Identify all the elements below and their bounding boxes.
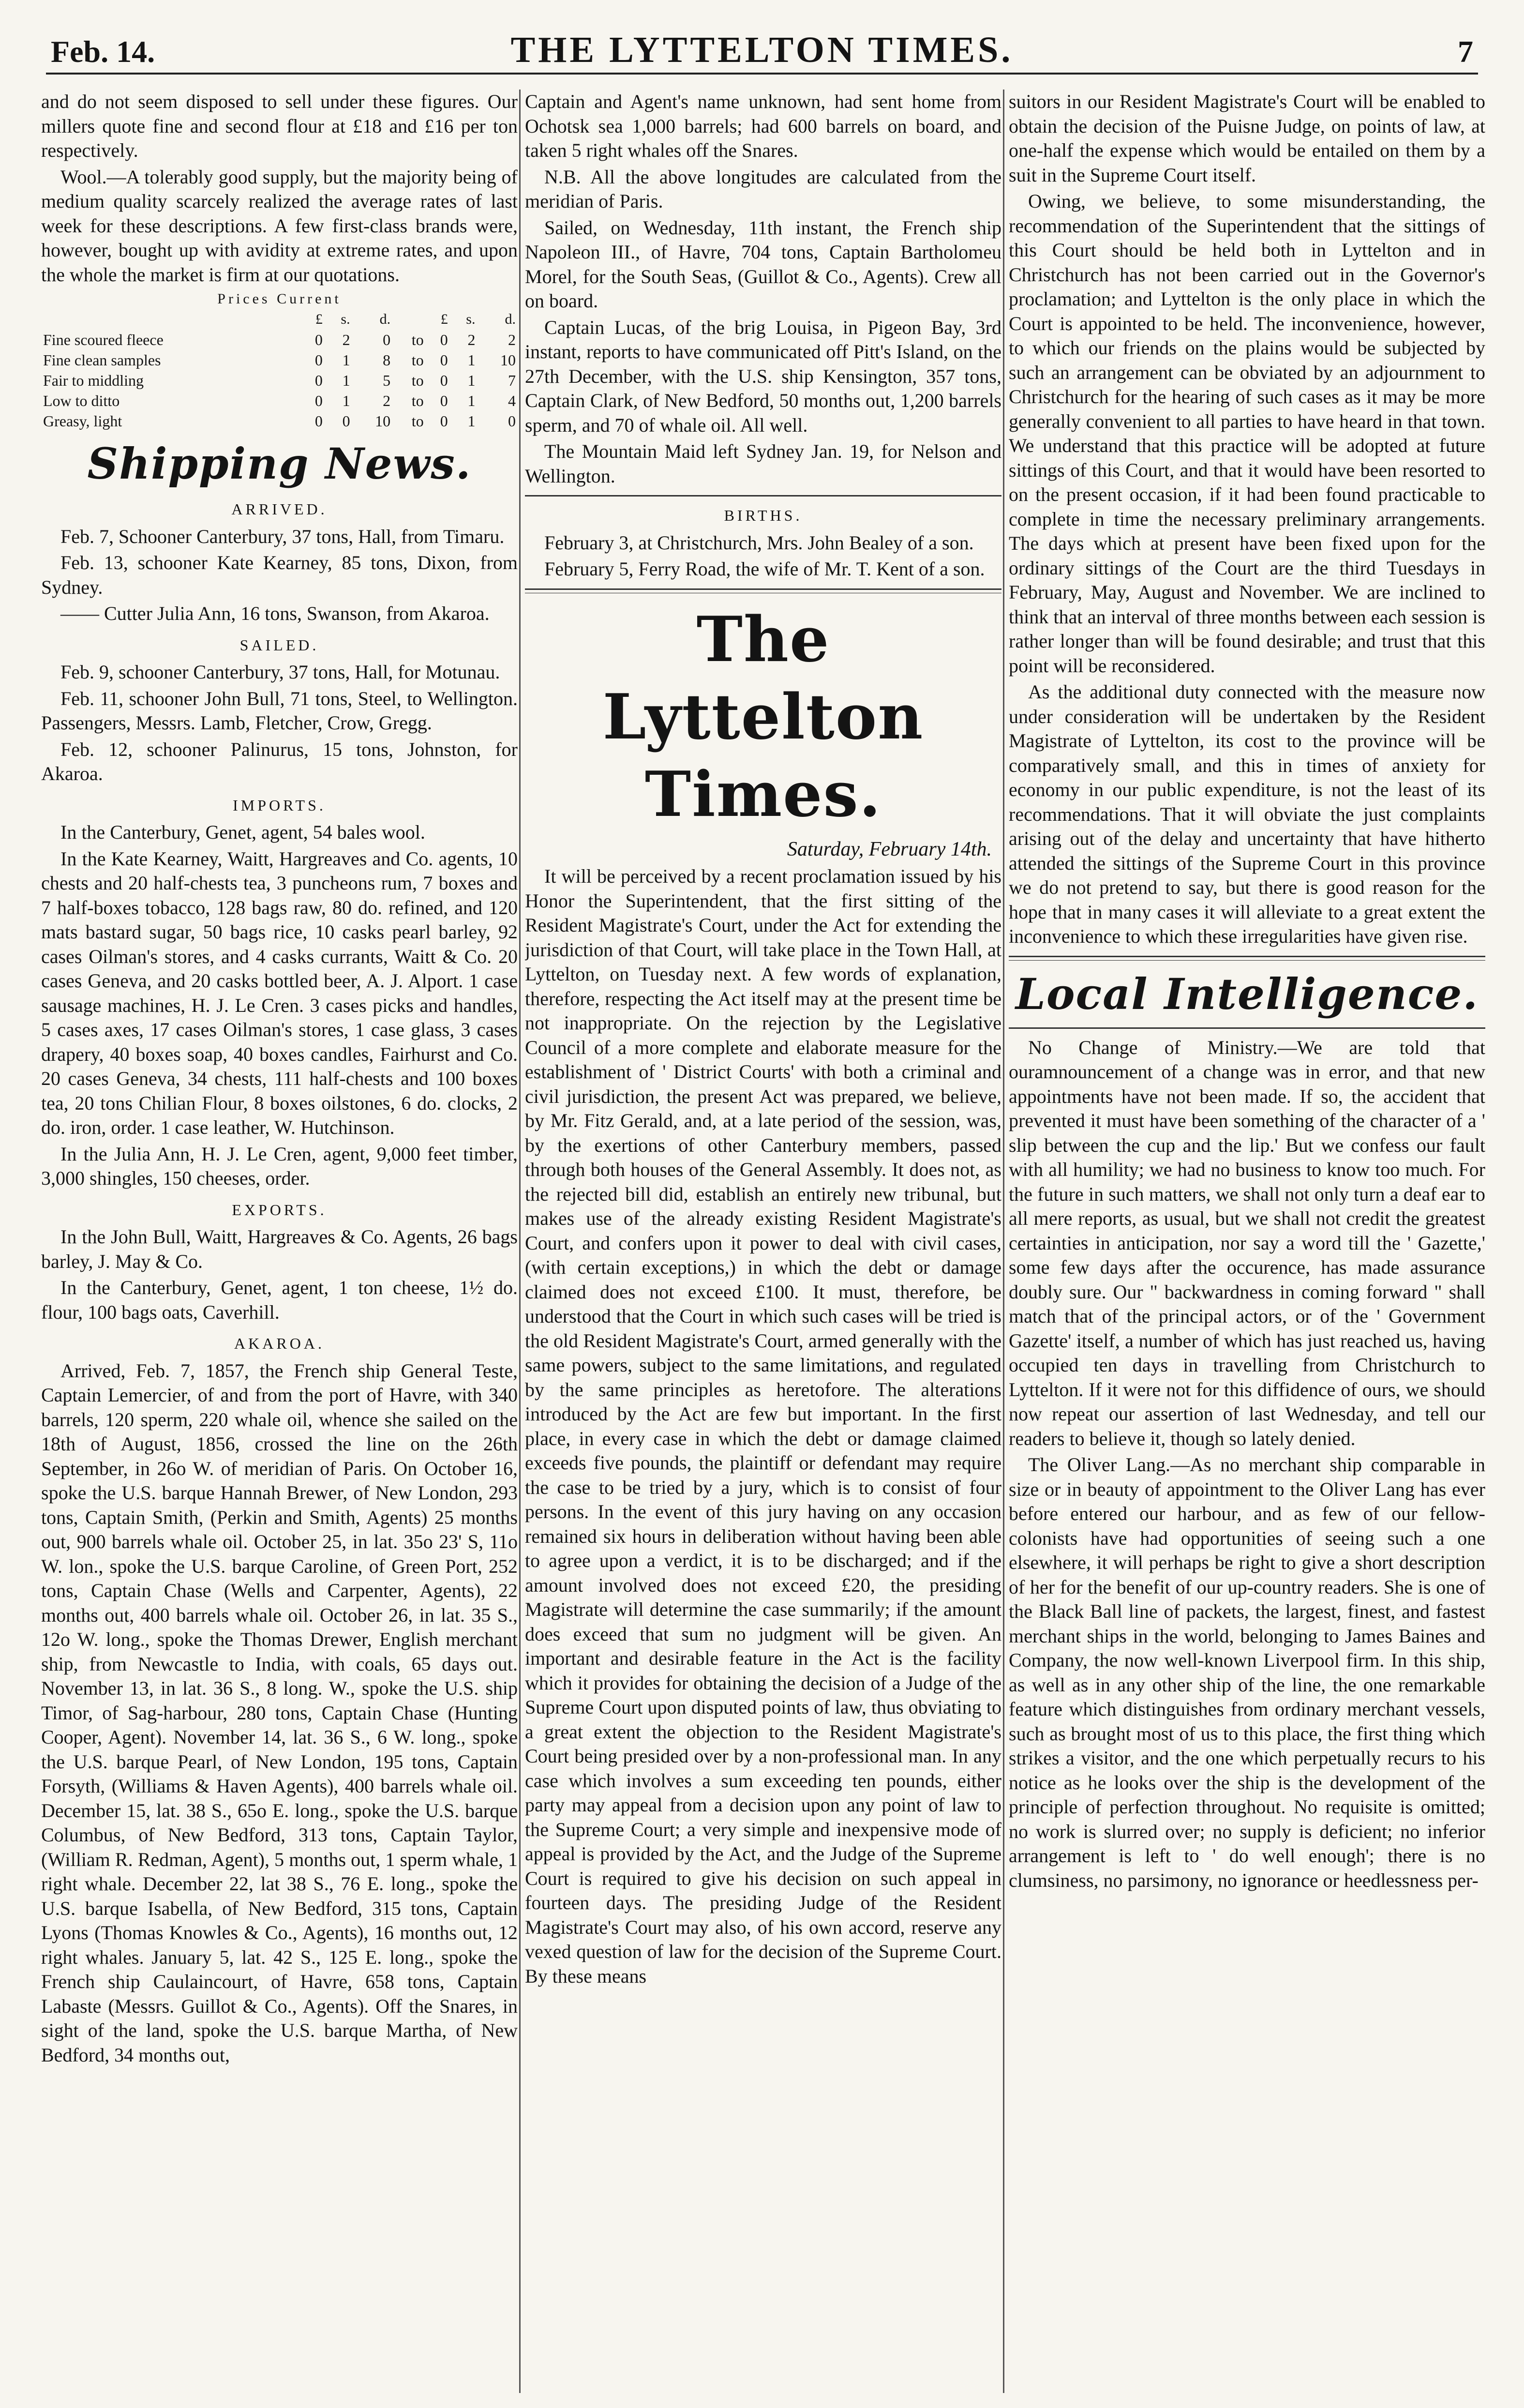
cell: 1 (467, 351, 476, 369)
paragraph: As the additional duty connected with the measure now under consideration will be undertaken by the Resident Magistrate of Lyttelton, its cost to the province will be comparatively small, and this in times of anxiety for economy in our public expenditure, is not the least of its recommendations. That it will obviate the just complaints arising out of the delay and uncertainty that have hitherto attended the sittings of the Supreme Court in this province we do not pretend to say, but there is good reason for the hope that in many cases it will alleviate to a great extent the inconvenience to which these irregularities have given rise. (1009, 681, 1485, 947)
cell: 0 (314, 412, 323, 430)
cell: 0 (314, 372, 323, 389)
cell: 1 (342, 372, 350, 389)
cell: 2 (383, 392, 391, 409)
cell: 2 (342, 331, 350, 348)
cell: 8 (383, 351, 391, 369)
paragraph: Arrived, Feb. 7, 1857, the French ship General Teste, Captain Lemercier, of and from the port of Havre, with 340 barrels, 120 sperm, 220 whale oil, whence she sailed on the 18th of August, 1856, crossed the line on the 26th September, in 26o W. of meridian of Paris. On October 16, spoke the U.S. barque Hannah Brewer, of New London, 293 tons, Captain Smith, (Perkin and Smith, Agents) 25 months out, 900 barrels whale oil. October 25, in lat. 35o 23' S, 11o W. lon., spoke the U.S. barque Caroline, of Green Port, 252 tons, Captain Chase (Wells and Carpenter, Agents), 22 months out, 400 barrels whale oil. October 26, in lat. 35 S., 12o W. long., spoke the Thomas Drewer, English merchant ship, from Newcastle to India, with coals, 65 days out. November 13, in lat. 36 S., 8 long. W., spoke the U.S. ship Timor, of Sag-harbour, 280 tons, Captain Chase (Hunting Cooper, Agent). November 14, lat. 36 S., 6 W. long., spoke the U.S. barque Pearl, of New London, 195 tons, Captain Forsyth, (Williams & Haven Agents), 400 barrels whale oil. December 15, lat. 38 S., 65o E. long., spoke the U.S. barque Columbus, of New Bedford, 313 tons, Captain Taylor, (William R. Redman, Agent), 5 months out, 1 sperm whale, 1 right whale. December 22, lat 38 S., 76 E. long., spoke the U.S. barque Isabella, of New Bedford, 315 tons, Captain Lyons (Thomas Knowles & Co., Agents), 16 months out, 12 right whales. January 5, lat. 42 S., 125 E. long., spoke the French ship Caulaincourt, of Havre, 658 tons, Captain Labaste (Messrs. Guillot & Co., Agents). Off the Snares, in sight of the land, spoke the U.S. barque Martha, of New Bedford, 34 months out, (41, 1359, 518, 2066)
divider (525, 588, 1001, 593)
cell: 0 (508, 412, 516, 430)
cell: 2 (508, 331, 516, 348)
paragraph: and do not seem disposed to sell under these figures. Our millers quote fine and second flour at £18 and £16 per ton respectively. (41, 90, 518, 161)
cell: to (411, 351, 424, 369)
row-label: Fine scoured fleece (43, 331, 164, 348)
cell: 1 (467, 372, 476, 389)
section-title-local-intelligence: Local Intelligence. (1015, 968, 1479, 1019)
cell: 0 (440, 412, 448, 430)
row-label: Low to ditto (43, 392, 120, 409)
cell: to (411, 412, 424, 430)
list-item: Feb. 7, Schooner Canterbury, 37 tons, Hall, from Timaru. (60, 525, 505, 547)
row-label: Greasy, light (43, 412, 122, 430)
cell: 0 (314, 331, 323, 348)
cell: 0 (314, 392, 323, 409)
header-date: Feb. 14. (51, 34, 155, 69)
section-heading: SAILED. (239, 636, 319, 654)
cell: 0 (440, 372, 448, 389)
unit-label: s. (341, 311, 350, 327)
paragraph: The Mountain Maid left Sydney Jan. 19, for Nelson and Wellington. (525, 440, 1001, 487)
paragraph: Captain and Agent's name unknown, had sent home from Ochotsk sea 1,000 barrels; had 600 barrels on board, and taken 5 right whales off the Snares. (525, 90, 1001, 161)
cell: 5 (383, 372, 391, 389)
table-row (41, 330, 518, 350)
cell: 7 (508, 372, 516, 389)
table-row (41, 350, 518, 370)
column-rule (519, 90, 521, 2393)
paragraph: It will be perceived by a recent proclamation issued by his Honor the Superintendent, that the first sitting of the Resident Magistrate's Court, under the Act for extending the jurisdiction of that Court, will take place in the Town Hall, at Lyttelton, on Tuesday next. A few words of explanation, therefore, respecting the Act itself may at the present time be not inappropriate. On the rejection by the Legislative Council of a more complete and elaborate measure for the establishment of ' District Courts' with both a criminal and civil jurisdiction, the present Act was prepared, we believe, by Mr. Fitz Gerald, and, at a late period of the session, was, by the exertions of other Canterbury members, passed through both houses of the General Assembly. It does not, as the rejected bill did, establish an entirely new tribunal, but makes use of the already existing Resident Magistrate's Court, and confers upon it power to deal with civil cases, (with certain exceptions,) in which the debt or damage claimed does not exceed £100. It must, therefore, be understood that the Court in which such cases will be tried is the old Resident Magistrate's Court, armed generally with the same powers, subject to the same limitations, and regulated by the same principles as heretofore. The alterations introduced by the Act are few but important. In the first place, in every case in which the debt or damage claimed exceeds five pounds, the plaintiff or defendant may require the case to be tried by a jury, which is to consist of four persons. In the event of this jury having on any occasion remained six hours in deliberation without having been able to agree upon a verdict, it is to be discharged; and if the amount involved does not exceed £20, the presiding Magistrate will determine the case summarily; if the amount does exceed that sum no judgment will be given. An important and desirable feature in the Act is the facility which it provides for obtaining the decision of a Judge of the Supreme Court upon disputed points of law, thus obviating to a great extent the objection to the Resident Magistrate's Court being presided over by a non-professional man. In any case which involves a sum exceeding ten pounds, either party may appeal from a decision upon any point of law to the Supreme Court; a very simple and inexpensive mode of appeal is provided by the Act, and the Judge of the Supreme Court is required to give his decision on such appeal in fourteen days. The presiding Judge of the Resident Magistrate's Court may also, of his own accord, reserve any vexed question of law for the decision of the Supreme Court. By these means (525, 865, 1001, 1987)
cell: 10 (375, 412, 391, 430)
paragraph: No Change of Ministry.—We are told that ouramnouncement of a change was in error, and that new appointments have not been made. If so, the accident that prevented it must have been something of the character of a ' slip between the cup and the lip.' But we confess our fault with all humility; we had no business to know too much. For the future in such matters, we shall not only turn a deaf ear to all mere reports, as usual, but we shall not credit the greatest certainties in anticipation, nor say a word till the ' Gazette,' some few days after the occurence, has made assurance doubly sure. Our " backwardness in coming forward " shall match that of the principal actors, or of the ' Government Gazette' itself, a number of which has just reached us, having occupied ten days in travelling from Christchurch to Lyttelton. If it were not for this diffidence of ours, we should now repeat our assertion of last Wednesday, and tell our readers to believe it, though so lately denied. (1009, 1036, 1485, 1449)
cell: 0 (440, 331, 448, 348)
cell: to (411, 331, 424, 348)
cell: 1 (467, 392, 476, 409)
table-row (41, 411, 518, 431)
paragraph: Owing, we believe, to some misunderstanding, the recommendation of the Superintendent that the sittings of this Court should be held both in Lyttelton and in Christchurch has not been carried out in the Governor's proclamation; and Lyttelton is the only place in which the Court is appointed to be held. The inconvenience, however, to which our friends on the plains would be subjected by such an arrangement can be obviated by an adjournment to Christchurch for the hearing of such cases as it may be more generally convenient to all parties to have heard in that town. We understand that this practice will be adopted at future sittings of this Court, and that it would have been resorted to on the present occasion, if it had been found practicable to complete in time the necessary preliminary arrangements. The days which at present have been fixed upon for the ordinary sittings of the Court are the third Tuesdays in February, May, August and November. We are inclined to think that an interval of three months between each session is rather longer than will be found desirable; and trust that this point will be reconsidered. (1009, 190, 1485, 677)
list-item: February 3, at Christchurch, Mrs. John Bealey of a son. (544, 531, 974, 554)
cell: to (411, 392, 424, 409)
cell: 4 (508, 392, 516, 409)
paragraph: suitors in our Resident Magistrate's Court will be enabled to obtain the decision of the Puisne Judge, on points of law, at one-half the expense which would be entailed on them by a suit in the Supreme Court itself. (1009, 90, 1485, 186)
list-item: In the John Bull, Waitt, Hargreaves & Co. Agents, 26 bags barley, J. May & Co. (41, 1226, 518, 1272)
list-item: —— Cutter Julia Ann, 16 tons, Swanson, from Akaroa. (60, 602, 490, 624)
table-row (41, 370, 518, 391)
paragraph: Wool.—A tolerably good supply, but the majority being of medium quality scarcely realized the average rates of last week for these descriptions. A few first-class brands were, however, bought up with avidity at extreme rates, and upon the whole the market is firm at our quotations. (41, 166, 518, 286)
cell: 0 (383, 331, 391, 348)
row-label: Fair to middling (43, 372, 144, 389)
paragraph: Captain Lucas, of the brig Louisa, in Pigeon Bay, 3rd instant, reports to have communicated off Pitt's Island, on the 27th December, with the U.S. ship Kensington, 357 tons, Captain Clark, of New Bedford, 50 months out, 1,200 barrels sperm, and 70 of whale oil. All well. (525, 316, 1001, 436)
column-1 (41, 90, 518, 2393)
cell: 0 (314, 351, 323, 369)
section-heading: EXPORTS. (232, 1201, 327, 1219)
unit-label: £ (440, 311, 448, 327)
section-heading: IMPORTS. (233, 796, 326, 814)
prices-current-table (41, 289, 518, 431)
unit-label: d. (505, 311, 516, 327)
table-header-row (41, 309, 518, 330)
section-heading: ARRIVED. (231, 500, 328, 518)
newspaper-title: THE LYTTELTON TIMES. (510, 30, 1014, 70)
paragraph: N.B. All the above longitudes are calculated from the meridian of Paris. (525, 166, 1001, 212)
cell: 2 (467, 331, 476, 348)
masthead: The Lyttelton Times. (602, 603, 924, 831)
list-item: Feb. 12, schooner Palinurus, 15 tons, Johnston, for Akaroa. (41, 738, 518, 784)
list-item: Feb. 9, schooner Canterbury, 37 tons, Hall, for Motunau. (60, 661, 500, 683)
divider (1009, 1027, 1485, 1029)
divider (525, 495, 1001, 497)
cell: 10 (500, 351, 516, 369)
table-row (41, 391, 518, 411)
list-item: In the Julia Ann, H. J. Le Cren, agent, 9,000 feet timber, 3,000 shingles, 150 cheeses, order. (41, 1143, 518, 1189)
section-heading: BIRTHS. (724, 507, 803, 524)
column-2 (525, 90, 1001, 2393)
paragraph: The Oliver Lang.—As no merchant ship comparable in size or in beauty of appointment to the Oliver Lang has ever before entered our harbour, and as few of our fellow-colonists have had opportunities of seeing such a one elsewhere, it will perhaps be right to give a short description of her for the benefit of our up-country readers. She is one of the Black Ball line of packets, the largest, finest, and fastest merchant ships in the world, belonging to James Baines and Company, the now well-known Liverpool firm. In this ship, as well as in any other ship of the line, the one remarkable feature which distinguishes from ordinary merchant vessels, such as brought most of us to this place, the first thing which strikes a visitor, and the one which perpetually recurs to his notice as he looks over the ship is the development of the principle of perfection throughout. No requisite is omitted; no work is slurred over; no supply is deficient; no inferior arrangement is left to ' do well enough'; there is no clumsiness, no parsimony, no ignorance or heedlessness per- (1009, 1454, 1485, 1891)
paragraph: Sailed, on Wednesday, 11th instant, the French ship Napoleon III., of Havre, 704 tons, Captain Bartholomeu Morel, for the South Seas, (Guillot & Co., Agents). Crew all on board. (525, 216, 1001, 312)
unit-label: £ (315, 311, 323, 327)
cell: 0 (440, 392, 448, 409)
list-item: Feb. 13, schooner Kate Kearney, 85 tons, Dixon, from Sydney. (41, 552, 518, 598)
list-item: In the Canterbury, Genet, agent, 54 bales wool. (60, 821, 425, 843)
row-label: Fine clean samples (43, 351, 161, 369)
cell: 1 (342, 351, 350, 369)
list-item: February 5, Ferry Road, the wife of Mr. T. Kent of a son. (544, 558, 985, 580)
cell: 1 (467, 412, 476, 430)
list-item: In the Kate Kearney, Waitt, Hargreaves and Co. agents, 10 chests and 20 half-chests tea, 3 puncheons rum, 7 boxes and 7 half-boxes tobacco, 128 bags raw, 80 do. refined, and 120 mats bastard sugar, 50 bags rice, 10 casks pearl barley, 92 cases Oilman's stores, and 4 casks currants, Waitt & Co. 20 cases Geneva, and 20 casks bottled beer, A. J. Alport. 1 case sausage machines, H. J. Le Cren. 3 cases picks and handles, 5 cases axes, 17 cases Oilman's stores, 1 case glass, 3 cases drapery, 40 boxes soap, 40 boxes candles, Fairhurst and Co. 20 cases Geneva, 34 chests, 111 half-chests and 100 boxes tea, 20 tons Chilian Flour, 8 boxes oilstones, 6 do. clocks, 2 do. iron, order. 1 case leather, W. Hutchinson. (41, 847, 518, 1138)
unit-label: d. (379, 311, 391, 327)
page-number: 7 (1458, 34, 1473, 69)
list-item: In the Canterbury, Genet, agent, 1 ton cheese, 1½ do. flour, 100 bags oats, Caverhill. (41, 1277, 518, 1323)
divider (1009, 956, 1485, 961)
page-header (46, 19, 1478, 75)
cell: 0 (342, 412, 350, 430)
cell: to (411, 372, 424, 389)
cell: 1 (342, 392, 350, 409)
table-caption: Prices Current (217, 291, 342, 307)
section-heading: AKAROA. (234, 1335, 325, 1352)
unit-label: s. (466, 311, 476, 327)
column-rule (1003, 90, 1004, 2393)
dateline: Saturday, February 14th. (787, 838, 992, 860)
column-3 (1009, 90, 1485, 2393)
cell: 0 (440, 351, 448, 369)
list-item: Feb. 11, schooner John Bull, 71 tons, Steel, to Wellington. Passengers, Messrs. Lamb, Fletcher, Crow, Gregg. (41, 687, 518, 734)
section-title-shipping-news: Shipping News. (87, 438, 472, 489)
